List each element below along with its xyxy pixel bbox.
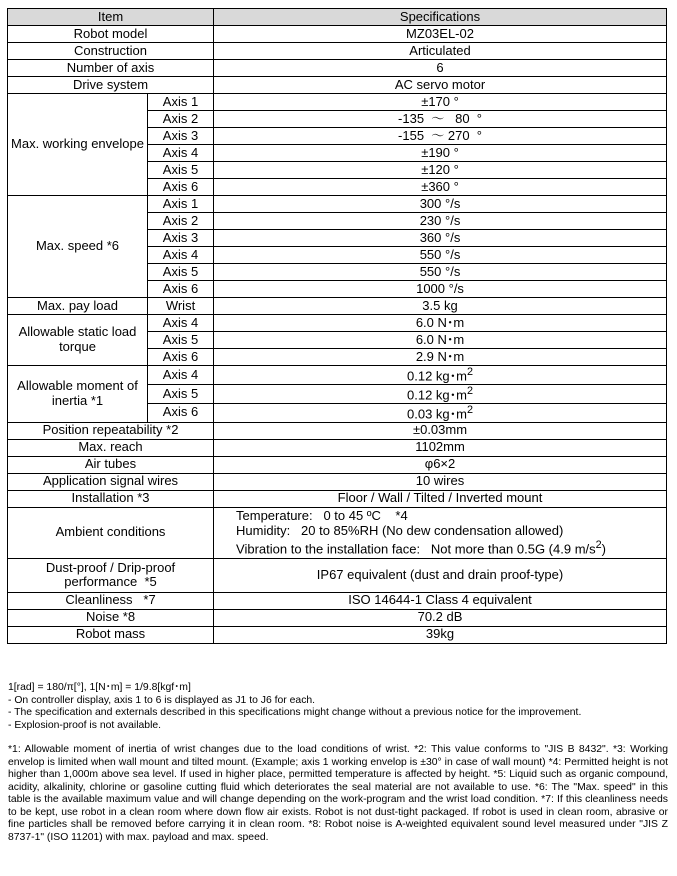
- table-row: [8, 490, 667, 507]
- row-value: -155 ～ 270 °: [214, 128, 667, 145]
- table-row: [8, 77, 667, 94]
- row-label: Application signal wires: [8, 473, 214, 490]
- row-value: [214, 384, 667, 403]
- group-label-torque: Allowable static load torque: [8, 315, 148, 366]
- row-value: ±170 °: [214, 94, 667, 111]
- axis-label: Axis 6: [148, 403, 214, 422]
- row-value: [214, 403, 667, 422]
- row-label: Construction: [8, 43, 214, 60]
- axis-label: Axis 3: [148, 230, 214, 247]
- row-value: 230 °/s: [214, 213, 667, 230]
- row-value: 550 °/s: [214, 264, 667, 281]
- row-value: 70.2 dB: [214, 609, 667, 626]
- row-label: Cleanliness *7: [8, 592, 214, 609]
- row-value: 360 °/s: [214, 230, 667, 247]
- axis-label: Axis 4: [148, 145, 214, 162]
- row-label: Number of axis: [8, 60, 214, 77]
- axis-label: Axis 5: [148, 384, 214, 403]
- table-row: [8, 366, 667, 385]
- row-label: Ambient conditions: [8, 507, 214, 558]
- axis-label: Axis 1: [148, 94, 214, 111]
- row-label: Drive system: [8, 77, 214, 94]
- row-label: Robot model: [8, 26, 214, 43]
- row-value: 39kg: [214, 626, 667, 643]
- row-value: 550 °/s: [214, 247, 667, 264]
- ambient-vibration: [236, 538, 664, 556]
- footnotes: *1: Allowable moment of inertia of wrist changes due to the load conditions of wrist. *2: This value conforms to "JIS B 8432". *3: Working envelop is limited when wall mount and tilted mount. (Example; axis 1 working envelop is ±30° in case of wall mount) *4: Permitted height is not higher than 1,000m above sea level. If used in higher place, permitted temperature is affected by height. *5: Liquid such as organic compound, acidity, alkalinity, chlorine or gasoline cutting fluid which deteriorates the seal material are not available to use. *6: The "Max. speed" in this table is the available maximum value and will change depending on the work-program and the wrist load condition. *7: If this cleanliness needs to be kept, use robot in a clean room where down flow air exists. Robot is not dust-tight packaged. If robot is used in clean room, abrasive or fine particles shall be removed before carrying it in clean room. *8: Robot noise is A-weighted equivalent sound level measured under "JIS Z 8737-1" (ISO 11201) with max. payload and max. speed.: [8, 744, 668, 843]
- axis-label: Axis 4: [148, 366, 214, 385]
- row-value: 6.0 N･m: [214, 315, 667, 332]
- row-value: 2.9 N･m: [214, 349, 667, 366]
- axis-label: Wrist: [148, 298, 214, 315]
- table-row: [8, 43, 667, 60]
- table-row: [8, 507, 667, 558]
- row-label: Max. reach: [8, 439, 214, 456]
- axis-label: Axis 6: [148, 179, 214, 196]
- axis-label: Axis 2: [148, 111, 214, 128]
- axis-label: Axis 6: [148, 349, 214, 366]
- row-value: 3.5 kg: [214, 298, 667, 315]
- axis-label: Axis 1: [148, 196, 214, 213]
- value-text: 0.12 kg･m: [407, 368, 467, 384]
- row-value: IP67 equivalent (dust and drain proof-type): [214, 558, 667, 592]
- axis-label: Axis 6: [148, 281, 214, 298]
- table-row: [8, 422, 667, 439]
- axis-label: Axis 3: [148, 128, 214, 145]
- group-label-inertia: Allowable moment of inertia *1: [8, 366, 148, 423]
- vibration-text: Vibration to the installation face: Not more than 0.5G (4.9 m/s: [236, 541, 596, 557]
- row-value: φ6×2: [214, 456, 667, 473]
- table-row: [8, 456, 667, 473]
- axis-label: Axis 5: [148, 264, 214, 281]
- axis-label: Axis 4: [148, 315, 214, 332]
- axis-label: Axis 5: [148, 162, 214, 179]
- row-value: [214, 366, 667, 385]
- table-row: [8, 315, 667, 332]
- row-value: 1000 °/s: [214, 281, 667, 298]
- specifications-table: [7, 8, 667, 644]
- note-item: - Explosion-proof is not available.: [8, 719, 162, 731]
- ambient-humidity: Humidity: 20 to 85%RH (No dew condensation allowed): [236, 523, 564, 539]
- header-specifications: Specifications: [214, 9, 667, 26]
- table-row: [8, 592, 667, 609]
- superscript: 2: [466, 366, 474, 378]
- group-label-speed: Max. speed *6: [8, 196, 148, 298]
- row-value: 6.0 N･m: [214, 332, 667, 349]
- row-value: 300 °/s: [214, 196, 667, 213]
- header-item: Item: [8, 9, 214, 26]
- row-value: ±360 °: [214, 179, 667, 196]
- group-label-envelope: Max. working envelope: [8, 94, 148, 196]
- row-value: MZ03EL-02: [214, 26, 667, 43]
- row-value: ±120 °: [214, 162, 667, 179]
- axis-label: Axis 4: [148, 247, 214, 264]
- superscript: 2: [466, 403, 474, 416]
- superscript: 2: [595, 539, 602, 552]
- row-value: Floor / Wall / Tilted / Inverted mount: [214, 490, 667, 507]
- row-value: ±0.03mm: [214, 422, 667, 439]
- table-row: [8, 298, 667, 315]
- row-value: ±190 °: [214, 145, 667, 162]
- axis-label: Axis 2: [148, 213, 214, 230]
- table-row: [8, 26, 667, 43]
- row-value: ISO 14644-1 Class 4 equivalent: [214, 592, 667, 609]
- superscript: 2: [466, 384, 474, 397]
- table-row: [8, 626, 667, 643]
- row-label: Noise *8: [8, 609, 214, 626]
- table-row: [8, 196, 667, 213]
- table-row: [8, 94, 667, 111]
- row-value: -135 ～ 80 °: [214, 111, 667, 128]
- table-row: [8, 558, 667, 592]
- value-text: 0.03 kg･m: [407, 406, 467, 422]
- table-header-row: [8, 9, 667, 26]
- note-item: - The specification and externals described in this specifications might change without a previous notice for the improvement.: [8, 707, 582, 718]
- table-row: [8, 60, 667, 77]
- table-row: [8, 439, 667, 456]
- axis-label: Axis 5: [148, 332, 214, 349]
- row-label: Dust-proof / Drip-proof performance *5: [8, 558, 214, 592]
- vibration-end: ): [601, 541, 607, 557]
- notes-section: [8, 682, 668, 844]
- note-item: - On controller display, axis 1 to 6 is displayed as J1 to J6 for each.: [8, 694, 316, 706]
- row-value: 6: [214, 60, 667, 77]
- ambient-conditions-value: [214, 507, 667, 558]
- ambient-temperature: Temperature: 0 to 45 ºC *4: [236, 508, 408, 524]
- row-label: Air tubes: [8, 456, 214, 473]
- row-label: Max. pay load: [8, 298, 148, 315]
- unit-conversion-note: 1[rad] = 180/π[°], 1[N･m] = 1/9.8[kgf･m]: [8, 682, 191, 693]
- table-row: [8, 473, 667, 490]
- row-value: 1102mm: [214, 439, 667, 456]
- row-label: Robot mass: [8, 626, 214, 643]
- table-row: [8, 609, 667, 626]
- row-label: Installation *3: [8, 490, 214, 507]
- row-value: Articulated: [214, 43, 667, 60]
- row-label: Position repeatability *2: [8, 422, 214, 439]
- row-value: 10 wires: [214, 473, 667, 490]
- value-text: 0.12 kg･m: [407, 387, 467, 403]
- row-value: AC servo motor: [214, 77, 667, 94]
